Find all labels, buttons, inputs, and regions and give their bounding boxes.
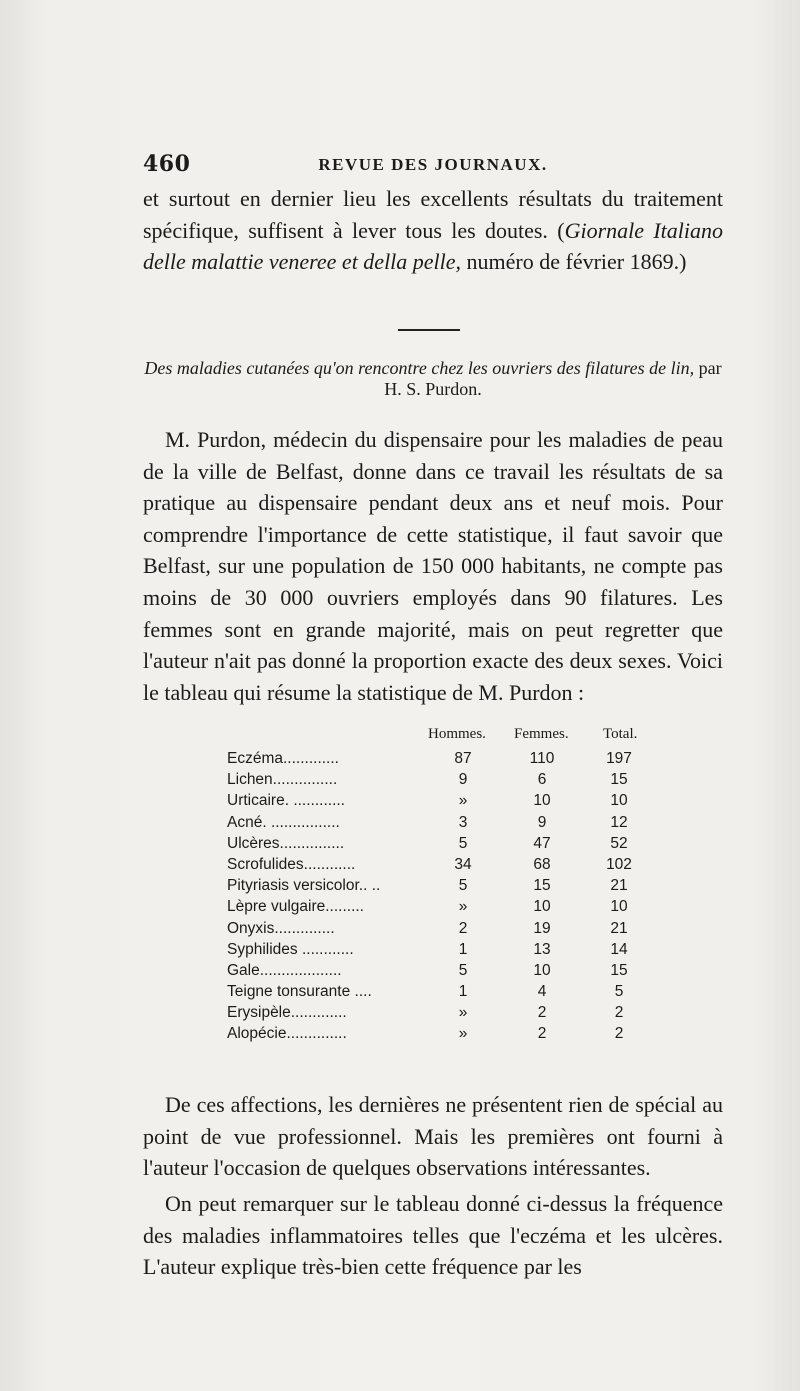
body-paragraph-3 [143,1188,723,1283]
table-row [227,771,647,792]
row-label: Acné. ................ [227,813,340,831]
row-label: Ulcères............... [227,834,345,852]
row-total: 12 [610,813,628,831]
row-hommes: 5 [458,877,468,895]
row-total: 2 [614,1025,624,1043]
table-row [227,1025,647,1046]
row-label: Syphilides ............ [227,940,354,958]
article-heading [143,358,723,400]
journal-title: Giornale Italiano delle malattie veneree et della pelle, [143,217,723,275]
row-label: Pityriasis versicolor.. .. [227,877,381,895]
intro-text-after: numéro de février 1869.) [461,249,687,275]
row-hommes: 5 [458,834,468,852]
row-femmes: 9 [537,813,547,831]
statistics-table [227,750,647,1047]
table-row [227,941,647,962]
row-total: 102 [606,855,632,873]
row-label: Scrofulides............ [227,855,356,873]
row-total: 14 [610,940,628,958]
running-title: REVUE DES JOURNAUX. [318,155,548,174]
row-total: 21 [610,877,628,895]
row-label: Urticaire. ............ [227,792,345,810]
row-femmes: 19 [533,919,551,937]
row-label: Lichen............... [227,771,338,789]
row-femmes: 6 [537,771,547,789]
table-row [227,983,647,1004]
row-total: 5 [614,983,624,1001]
row-femmes: 68 [533,855,551,873]
row-total: 197 [606,750,632,767]
row-hommes: 1 [458,983,468,1001]
table-row [227,750,647,771]
row-hommes: 9 [458,771,468,789]
page-header [143,151,723,181]
section-divider [398,329,460,331]
row-femmes: 110 [529,750,555,767]
column-header-femmes: Femmes. [514,726,569,742]
article-title: Des maladies cutanées qu'on rencontre chez les ouvriers des filatures de lin, [144,358,695,378]
row-femmes: 2 [537,1004,547,1022]
intro-text-before: et surtout en dernier lieu les excellents résultats du traitement spécifique, suffisent à lever tous les doutes. ( [143,186,723,243]
row-hommes: 3 [458,813,468,831]
body-paragraph-1 [143,424,723,708]
table-row [227,920,647,941]
body-paragraph-1-text: M. Purdon, médecin du dispensaire pour les maladies de peau de la ville de Belfast, donne dans ce travail les résultats de sa pratique au dispensaire pendant deux ans et neuf mois. Pour comprendre l'importance de cette statistique, il faut savoir que Belfast, sur une population de 150 000 habitants, ne compte pas moins de 30 000 ouvriers employés dans 90 filatures. Les femmes sont en grande majorité, mais on peut regretter que l'auteur n'ait pas donné la proportion exacte des deux sexes. Voici le tableau qui résume la statistique de M. Purdon : [143,427,723,705]
row-femmes: 10 [533,898,551,916]
row-label: Onyxis.............. [227,919,335,937]
column-header-hommes: Hommes. [428,726,486,742]
row-hommes: 1 [458,940,468,958]
row-hommes: » [458,1004,468,1022]
row-femmes: 15 [533,877,551,895]
column-header-total: Total. [603,726,638,742]
table-row [227,792,647,813]
row-total: 10 [610,898,628,916]
row-femmes: 10 [533,792,551,810]
row-femmes: 13 [533,940,551,958]
row-femmes: 47 [533,834,551,852]
row-femmes: 10 [533,961,551,979]
table-row [227,877,647,898]
row-hommes: » [458,1025,468,1043]
intro-paragraph [143,183,723,278]
row-hommes: » [458,792,468,810]
row-total: 21 [610,919,628,937]
row-label: Gale................... [227,961,342,979]
table-row [227,856,647,877]
row-femmes: 4 [537,983,547,1001]
row-total: 15 [610,961,628,979]
row-label: Eczéma............. [227,750,339,767]
row-label: Teigne tonsurante .... [227,983,372,1001]
row-label: Alopécie.............. [227,1025,347,1043]
table-row [227,1004,647,1025]
row-total: 15 [610,771,628,789]
article-author: par H. S. Purdon. [384,358,722,399]
table-row [227,835,647,856]
row-hommes: 5 [458,961,468,979]
row-hommes: 87 [454,750,472,767]
table-row [227,898,647,919]
row-femmes: 2 [537,1025,547,1043]
row-hommes: » [458,898,468,916]
row-total: 52 [610,834,628,852]
body-paragraph-2 [143,1089,723,1184]
row-label: Lèpre vulgaire......... [227,898,364,916]
page-number: 460 [143,151,191,177]
table-row [227,814,647,835]
body-paragraph-2-text: De ces affections, les dernières ne présentent rien de spécial au point de vue professionnel. Mais les premières ont fourni à l'auteur l'occasion de quelques observations intéressantes. [143,1092,723,1181]
body-paragraph-3-text: On peut remarquer sur le tableau donné ci-dessus la fréquence des maladies inflammatoires telles que l'eczéma et les ulcères. L'auteur explique très-bien cette fréquence par les [143,1191,723,1280]
row-total: 2 [614,1004,624,1022]
row-hommes: 34 [454,855,472,873]
row-total: 10 [610,792,628,810]
row-hommes: 2 [458,919,468,937]
row-label: Erysipèle............. [227,1004,347,1022]
table-row [227,962,647,983]
